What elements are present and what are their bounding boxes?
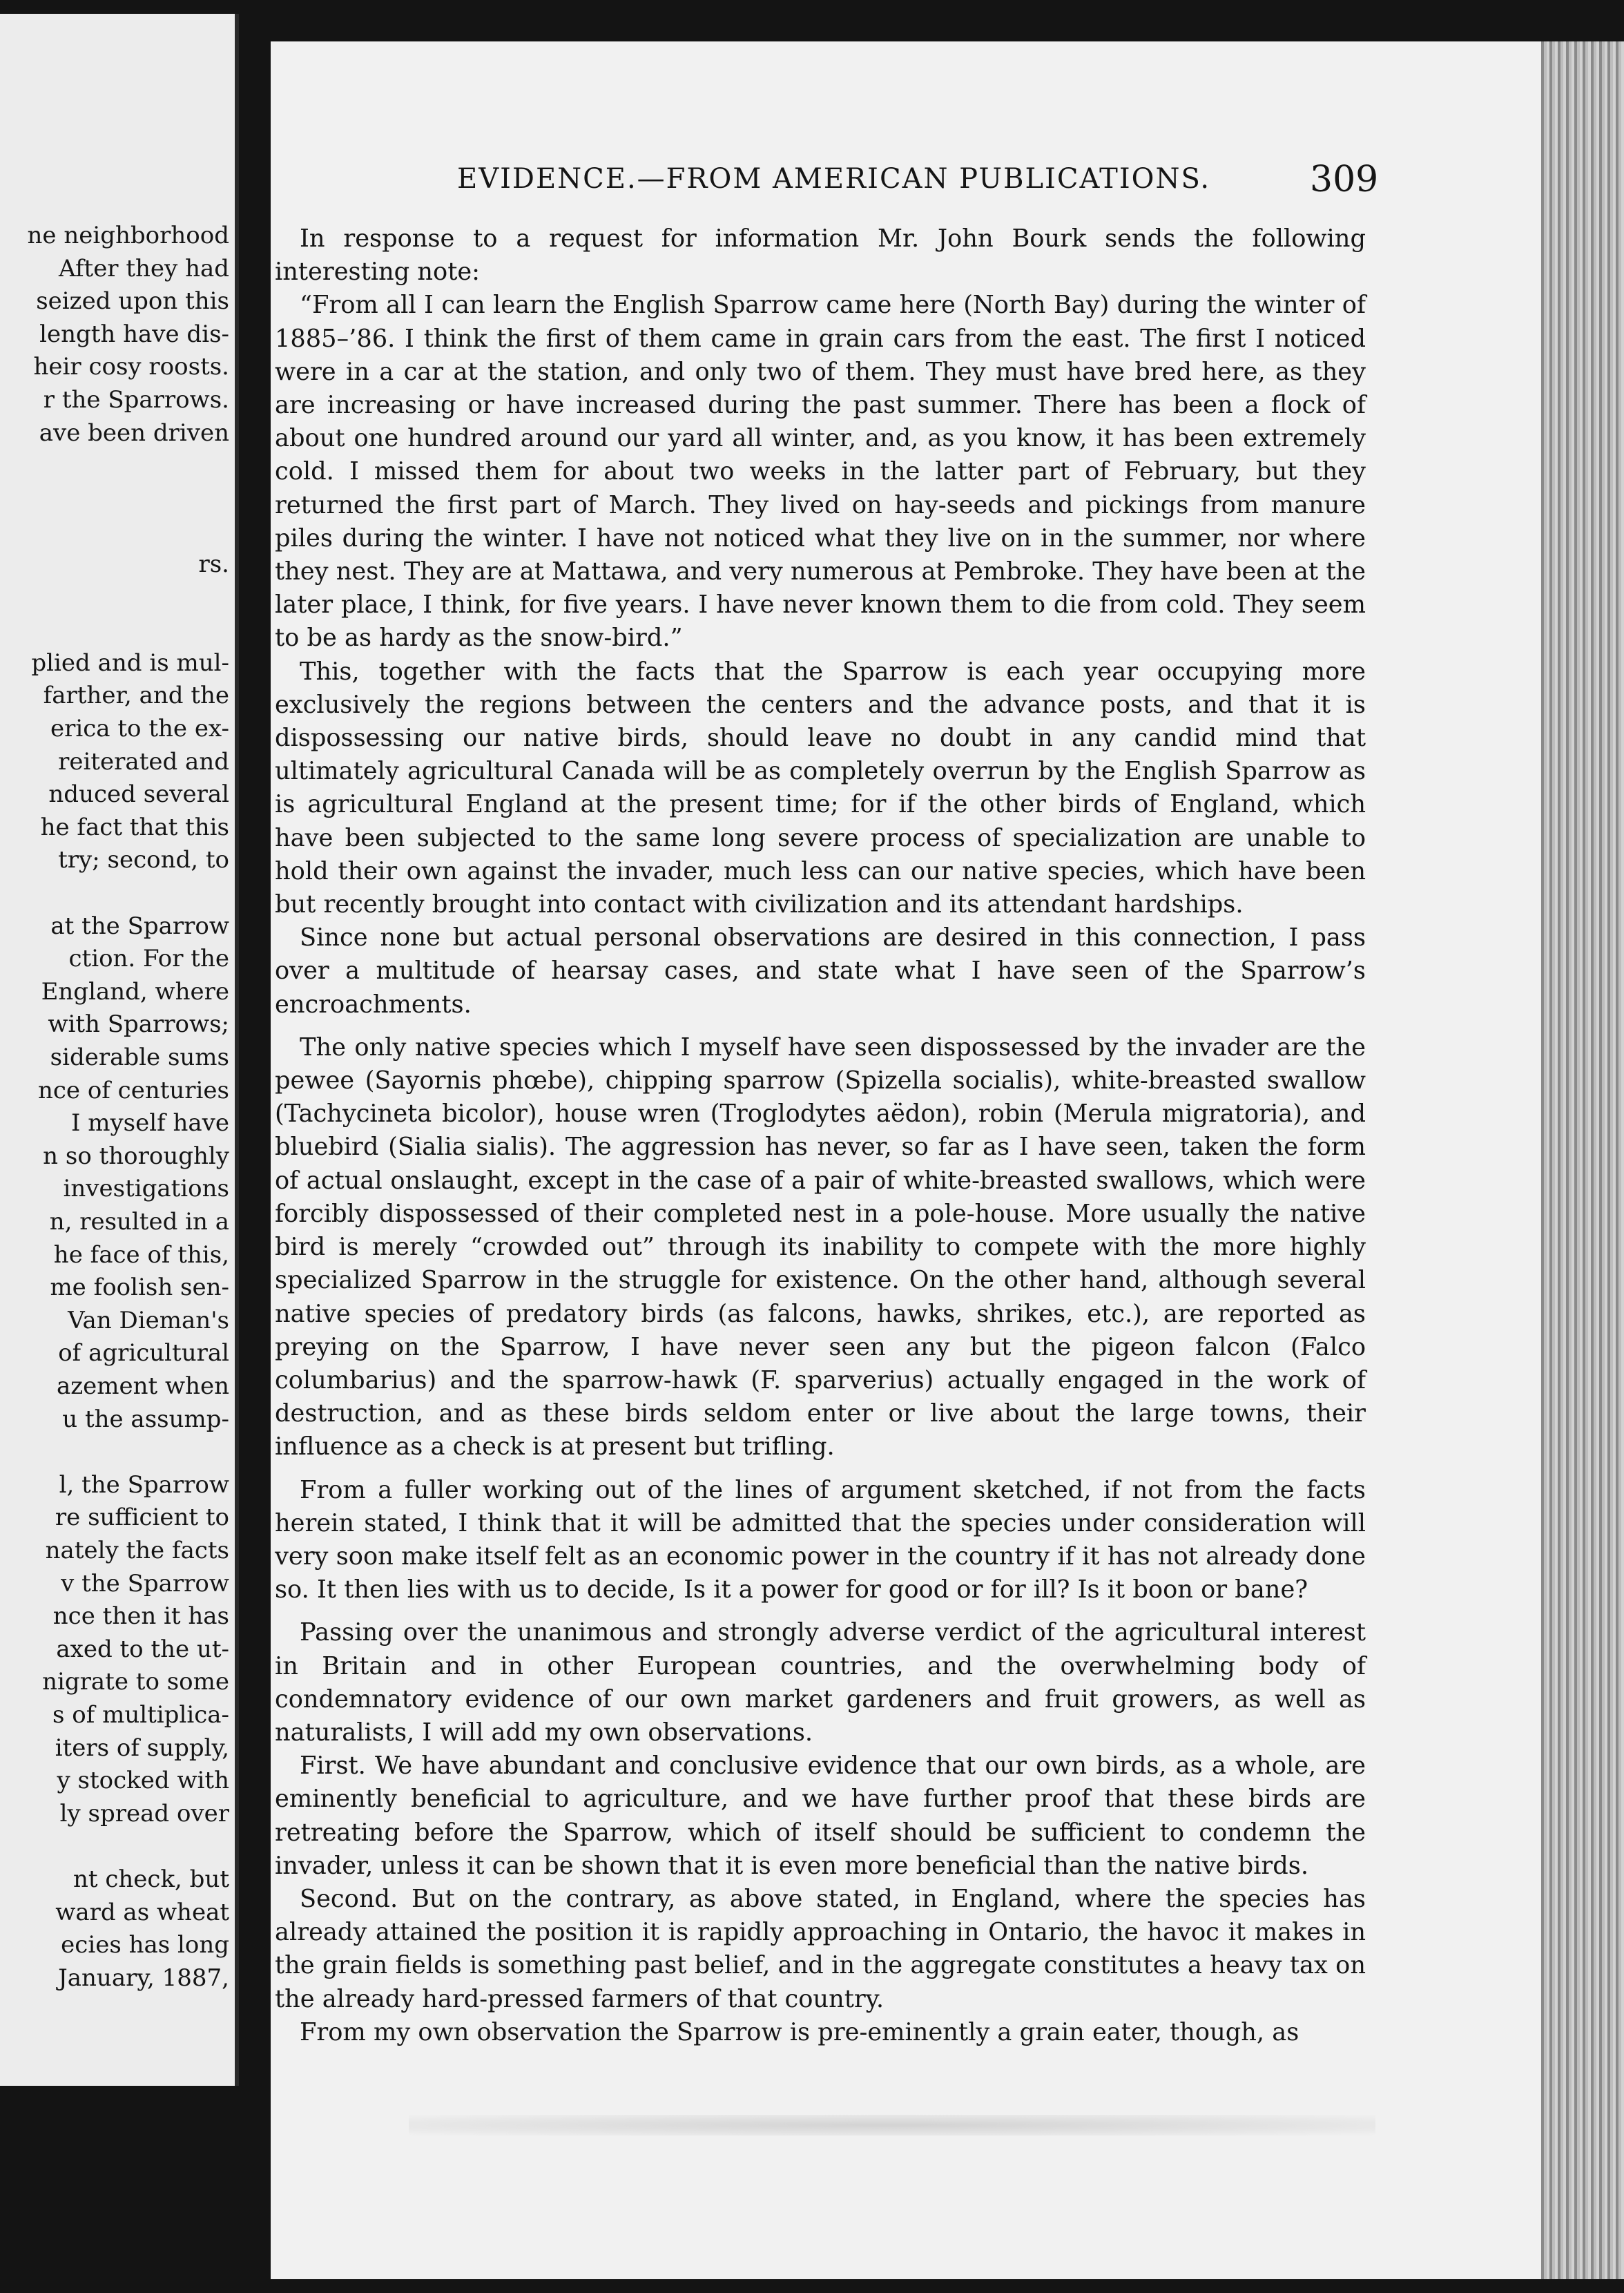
running-head: EVIDENCE.—FROM AMERICAN PUBLICATIONS. <box>457 163 1211 195</box>
paragraph: Passing over the unanimous and strongly adverse verdict of the agricultural interest in Britain and in other European countries, and the overwhelming body of condemnatory evidence of our own market gardeners and fruit growers, as well as naturalists, I will add my own observations. <box>275 1618 1366 1747</box>
left-page-line: siderable sums <box>50 1044 229 1071</box>
left-page-line: investigations <box>63 1175 229 1203</box>
paragraph: “From all I can learn the English Sparrow came here (North Bay) during the winter of 1885–’86. I think the first of them came in grain cars from the east. The first I noticed were in a car at the station, and only two of them. They must have bred here, as they are increasing or have increased during the past summer. There has been a flock of about one hundred around our yard all winter, and, as you know, it has been extremely cold. I missed them for about two weeks in the latter part of February, but they returned the first part of March. They lived on hay-seeds and pickings from manure piles during the winter. I have not noticed what they live on in the summer, nor where they nest. They are at Mattawa, and very numerous at Pembroke. They have been at the later place, I think, for five years. I have never known them to die from cold. They seem to be as hardy as the snow-bird.” <box>275 291 1366 653</box>
left-page-line: January, 1887, <box>58 1964 229 1992</box>
paragraph: In response to a request for information Mr. John Bourk sends the following interesting note: <box>275 224 1366 287</box>
left-page-line: me foolish sen- <box>50 1274 229 1302</box>
paragraph: Second. But on the contrary, as above stated, in England, where the species has already attained the position it is rapidly approaching in Ontario, the havoc it makes in the grain fields is something past belief, and in the aggregate constitutes a heavy tax on the already hard-pressed farmers of that country. <box>275 1884 1366 2013</box>
left-page-line: farther, and the <box>43 682 229 710</box>
left-page-line: iters of supply, <box>55 1734 229 1762</box>
left-page-line: axed to the ut- <box>56 1635 229 1663</box>
paragraph: Since none but actual personal observations are desired in this connection, I pass over a multitude of hearsay cases, and state what I have seen of the Sparrow’s encroachments. <box>275 923 1366 1019</box>
left-page-line: re sufficient to <box>55 1504 229 1532</box>
paragraph: From my own observation the Sparrow is pre-eminently a grain eater, though, as <box>300 2017 1299 2046</box>
left-page-line: seized upon this <box>36 287 229 316</box>
left-page-line: ward as wheat <box>55 1898 229 1926</box>
left-page-line: he fact that this <box>40 813 229 841</box>
page-number: 309 <box>1310 159 1379 200</box>
left-page-line: nigrate to some <box>42 1668 229 1696</box>
left-page-line: nduced several <box>48 780 229 809</box>
left-page-line: reiterated and <box>58 747 229 776</box>
left-page-line: erica to the ex- <box>50 715 229 742</box>
left-page-line: nce then it has <box>52 1602 229 1631</box>
body-text <box>275 222 1366 2049</box>
left-page-line: azement when <box>56 1372 229 1400</box>
left-page-line: I myself have <box>70 1109 229 1138</box>
left-page-line: he face of this, <box>53 1240 229 1269</box>
left-page-line: s of multiplica- <box>52 1701 229 1729</box>
left-page-line: After they had <box>58 254 229 282</box>
left-page-line: Van Dieman's <box>68 1306 229 1334</box>
left-page-fragment <box>0 14 239 2086</box>
left-page-line: try; second, to <box>58 846 229 874</box>
left-page-line: rs. <box>198 550 229 578</box>
left-page-line: with Sparrows; <box>48 1010 229 1039</box>
left-page-line: at the Sparrow <box>50 912 229 940</box>
left-page-line: plied and is mul- <box>31 649 229 677</box>
left-page-line: heir cosy roosts. <box>33 353 229 381</box>
right-page <box>271 41 1624 2279</box>
left-page-line: ction. For the <box>68 945 229 973</box>
left-page-line: length have dis- <box>39 320 229 348</box>
left-page-line: r the Sparrows. <box>43 386 229 414</box>
scan-smudge <box>409 2115 1375 2136</box>
left-page-line: n, resulted in a <box>49 1208 229 1236</box>
left-page-line: u the assump- <box>62 1405 229 1433</box>
left-page-line: nt check, but <box>72 1865 229 1893</box>
left-page-line: nately the facts <box>45 1537 229 1564</box>
left-page-line: England, where <box>41 977 229 1006</box>
left-page-line: v the Sparrow <box>61 1569 229 1598</box>
left-page-line: nce of centuries <box>37 1076 229 1104</box>
left-page-line: n so thoroughly <box>43 1142 229 1170</box>
left-page-line: ne neighborhood <box>27 222 229 249</box>
left-page-line: l, the Sparrow <box>59 1470 229 1499</box>
left-page-line: of agricultural <box>58 1339 229 1368</box>
left-page-line: y stocked with <box>57 1767 229 1795</box>
paragraph: First. We have abundant and conclusive evidence that our own birds, as a whole, are eminently beneficial to agriculture, and we have further proof that these birds are retreating before the Sparrow, which of itself should be sufficient to condemn the invader, unless it can be shown that it is even more beneficial than the native birds. <box>275 1752 1366 1880</box>
left-page-line: ecies has long <box>61 1931 229 1959</box>
paragraph: This, together with the facts that the Sparrow is each year occupying more exclusively the regions between the centers and the advance posts, and that it is dispossessing our native birds, should leave no doubt in any candid mind that ultimately agricultural Canada will be as completely overrun by the English Sparrow as is agricultural England at the present time; for if the other birds of England, which have been subjected to the same long severe process of specialization are unable to hold their own against the invader, much less can our native species, which have been but recently brought into contact with civilization and its attendant hardships. <box>275 657 1366 919</box>
left-page-line: ly spread over <box>59 1799 229 1827</box>
page-edge <box>1541 41 1624 2279</box>
paragraph: The only native species which I myself have seen dispossessed by the invader are the pewee (Sayornis phœbe), chipping sparrow (Spizella socialis), white-breasted swallow (Tachycineta bicolor), house wren (Troglodytes aëdon), robin (Merula migratoria), and bluebird (Sialia sialis). The aggression has never, so far as I have seen, taken the form of actual onslaught, except in the case of a pair of white-breasted swallows, which were forcibly dispossessed of their completed nest in a pole-house. More usually the native bird is merely “crowded out” through its inability to compete with the more highly specialized Sparrow in the struggle for existence. On the other hand, although several native species of predatory birds (as falcons, hawks, shrikes, etc.), are reported as preying on the Sparrow, I have never seen any but the pigeon falcon (Falco columbarius) and the sparrow-hawk (F. sparverius) actually engaged in the work of destruction, and as these birds seldom enter or live about the large towns, their influence as a check is at present but trifling. <box>275 1033 1366 1461</box>
left-page-line: ave been driven <box>39 419 229 447</box>
paragraph: From a fuller working out of the lines of argument sketched, if not from the facts herein stated, I think that it will be admitted that the species under consideration will very soon make itself felt as an economic power in the country if it has not already done so. It then lies with us to decide, Is it a power for good or for ill? Is it boon or bane? <box>275 1475 1366 1604</box>
